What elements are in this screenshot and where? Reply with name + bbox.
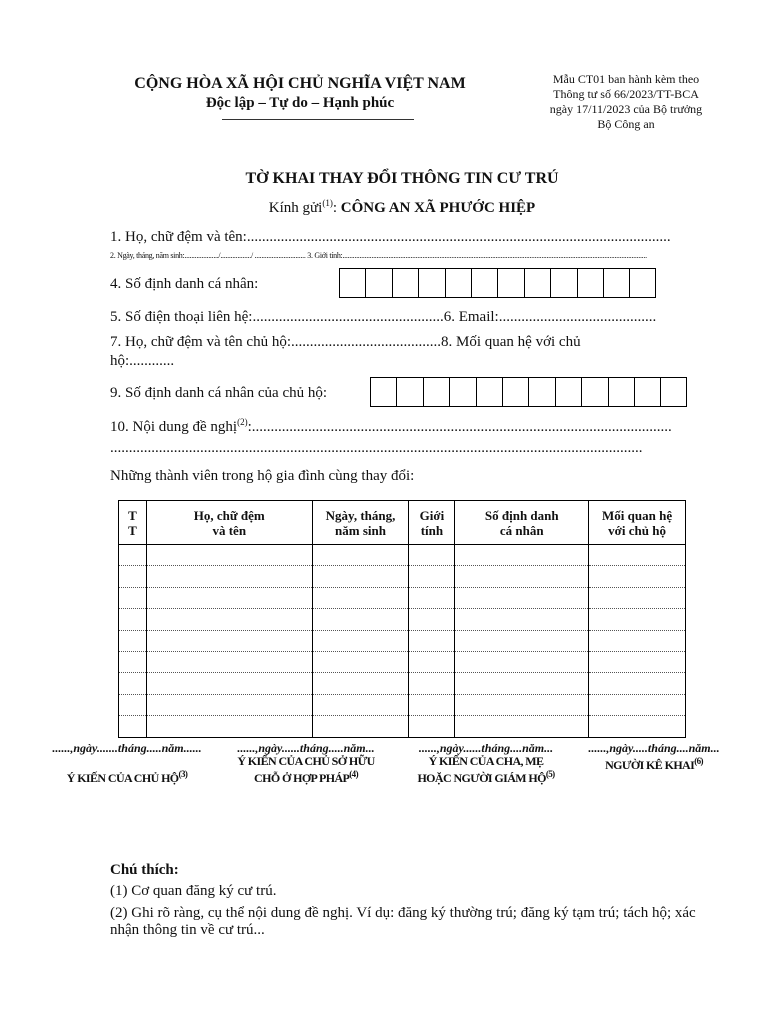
id-digit-box[interactable] (476, 377, 502, 407)
table-cell[interactable] (455, 694, 589, 715)
table-cell[interactable] (312, 694, 409, 715)
signature-block-declarant (570, 742, 738, 772)
field-request-content-line2[interactable]: .............................................................................................................................................. (110, 440, 643, 456)
signature-role: NGƯỜI KÊ KHAI$^{(6)}$ (605, 756, 703, 772)
table-cell[interactable] (119, 673, 147, 694)
request-dots: :................................................................................................................ (247, 419, 672, 435)
table-row (119, 630, 686, 651)
table-cell[interactable] (589, 545, 686, 566)
id-digit-box[interactable] (502, 377, 528, 407)
col-header-id: Số định danh cá nhân (455, 501, 589, 545)
table-cell[interactable] (146, 651, 312, 672)
table-row (119, 566, 686, 587)
table-cell[interactable] (589, 694, 686, 715)
table-cell[interactable] (146, 716, 312, 737)
id-digit-box[interactable] (528, 377, 554, 407)
form-code-line: Bộ Công an (597, 117, 655, 131)
id-digit-box[interactable] (524, 268, 550, 298)
table-cell[interactable] (409, 716, 455, 737)
table-cell[interactable] (312, 651, 409, 672)
table-cell[interactable] (312, 630, 409, 651)
table-cell[interactable] (312, 587, 409, 608)
footnote-marker: (2) (237, 417, 248, 427)
members-table-body (119, 545, 686, 738)
members-caption: Những thành viên trong hộ gia đình cùng thay đổi: (110, 468, 415, 484)
field-birthdate-gender[interactable]: 2. Ngày, tháng, năm sinh:..................../................../ .............................. 3. Giới tính:................................................................................................................................................................................... (110, 251, 647, 260)
table-row (119, 545, 686, 566)
note-item: (1) Cơ quan đăng ký cư trú. (110, 883, 277, 899)
table-cell[interactable] (409, 694, 455, 715)
table-cell[interactable] (409, 630, 455, 651)
form-code-line: ngày 17/11/2023 của Bộ trưởng (549, 102, 703, 116)
members-table (118, 500, 686, 738)
table-cell[interactable] (119, 566, 147, 587)
field-phone-email[interactable]: 5. Số điện thoại liên hệ:...................................................6. Email:.......................................... (110, 309, 657, 325)
col-header-birthdate: Ngày, tháng, năm sinh (312, 501, 409, 545)
table-cell[interactable] (119, 587, 147, 608)
table-cell[interactable] (409, 609, 455, 630)
motto-underline (222, 119, 414, 120)
signature-role: Ý KIẾN CỦA CHỦ HỘ$^{(3)}$ (66, 769, 188, 785)
table-row (119, 609, 686, 630)
id-digit-box[interactable] (550, 268, 576, 298)
signature-role: CHỖ Ở HỢP PHÁP$^{(4)}$ (254, 769, 358, 785)
id-digit-box[interactable] (629, 268, 655, 298)
table-cell[interactable] (409, 566, 455, 587)
form-code-block (536, 72, 716, 132)
table-cell[interactable] (119, 545, 147, 566)
id-digit-box[interactable] (634, 377, 660, 407)
recipient-line (100, 198, 704, 217)
table-cell[interactable] (409, 587, 455, 608)
head-id-boxes[interactable] (370, 377, 687, 407)
signature-role: HOẶC NGƯỜI GIÁM HỘ$^{(5)}$ (417, 769, 555, 785)
table-cell[interactable] (455, 587, 589, 608)
table-cell[interactable] (312, 609, 409, 630)
signature-date[interactable]: ......,ngày.....tháng....năm... (588, 741, 720, 755)
field-personal-id-label: 4. Số định danh cá nhân: (110, 276, 259, 292)
table-cell[interactable] (455, 673, 589, 694)
table-cell[interactable] (119, 694, 147, 715)
id-digit-box[interactable] (445, 268, 471, 298)
id-digit-box[interactable] (370, 377, 396, 407)
table-cell[interactable] (589, 566, 686, 587)
table-cell[interactable] (146, 609, 312, 630)
form-code-line: Mẫu CT01 ban hành kèm theo (552, 72, 700, 86)
recipient-colon: : (332, 200, 341, 216)
recipient-prefix: Kính gửi (268, 200, 323, 216)
field-relationship[interactable]: hộ:............ (110, 353, 175, 369)
table-cell[interactable] (146, 673, 312, 694)
table-cell[interactable] (312, 716, 409, 737)
id-digit-box[interactable] (608, 377, 634, 407)
id-digit-box[interactable] (581, 377, 607, 407)
table-cell[interactable] (455, 545, 589, 566)
recipient-name: CÔNG AN XÃ PHƯỚC HIỆP (340, 200, 536, 216)
table-cell[interactable] (146, 545, 312, 566)
table-cell[interactable] (455, 566, 589, 587)
table-cell[interactable] (146, 630, 312, 651)
table-cell[interactable] (589, 673, 686, 694)
table-cell[interactable] (455, 651, 589, 672)
field-full-name[interactable]: 1. Họ, chữ đệm và tên:................................................................................................................. (110, 229, 671, 245)
request-label: 10. Nội dung đề nghị (110, 419, 238, 435)
id-digit-box[interactable] (392, 268, 418, 298)
id-digit-box[interactable] (660, 377, 686, 407)
signature-date[interactable]: ......,ngày......tháng....năm... (418, 741, 554, 755)
signature-role: Ý KIẾN CỦA CHỦ SỞ HỮU (237, 754, 375, 768)
table-cell[interactable] (119, 716, 147, 737)
table-cell[interactable] (455, 630, 589, 651)
id-digit-box[interactable] (365, 268, 391, 298)
table-header-row (119, 501, 686, 545)
note-item: (2) Ghi rõ ràng, cụ thể nội dung đề nghị. Ví dụ: đăng ký thường trú; đăng ký tạm trú; tách hộ; xác nhận thông tin về cư trú... (110, 905, 696, 938)
table-cell[interactable] (146, 566, 312, 587)
col-header-gender: Giới tính (409, 501, 455, 545)
col-header-relationship: Mối quan hệ với chủ hộ (589, 501, 686, 545)
notes-title: Chú thích: (110, 862, 179, 878)
table-row (119, 716, 686, 737)
field-head-id-label: 9. Số định danh cá nhân của chủ hộ: (110, 385, 328, 401)
table-cell[interactable] (119, 630, 147, 651)
id-digit-box[interactable] (497, 268, 523, 298)
personal-id-boxes[interactable] (339, 268, 656, 298)
table-cell[interactable] (455, 609, 589, 630)
field-household-head[interactable]: 7. Họ, chữ đệm và tên chủ hộ:........................................8. Mối quan hệ với chủ (110, 334, 581, 350)
id-digit-box[interactable] (555, 377, 581, 407)
id-digit-box[interactable] (418, 268, 444, 298)
table-cell[interactable] (455, 716, 589, 737)
id-digit-box[interactable] (449, 377, 475, 407)
table-row (119, 651, 686, 672)
table-row (119, 694, 686, 715)
signature-role: Ý KIẾN CỦA CHA, MẸ (428, 754, 544, 768)
id-digit-box[interactable] (603, 268, 629, 298)
table-cell[interactable] (589, 609, 686, 630)
table-row (119, 673, 686, 694)
footnote-marker: (1) (322, 198, 333, 208)
table-cell[interactable] (312, 673, 409, 694)
table-row (119, 587, 686, 608)
table-cell[interactable] (409, 673, 455, 694)
table-cell[interactable] (146, 587, 312, 608)
table-cell[interactable] (409, 545, 455, 566)
id-digit-box[interactable] (577, 268, 603, 298)
form-code-line: Thông tư số 66/2023/TT-BCA (553, 87, 699, 101)
col-header-order: T T (119, 501, 147, 545)
table-cell[interactable] (312, 545, 409, 566)
signature-block-owner (216, 742, 396, 785)
id-digit-box[interactable] (423, 377, 449, 407)
nation-heading: CỘNG HÒA XÃ HỘI CHỦ NGHĨA VIỆT NAM (134, 75, 466, 92)
table-cell[interactable] (589, 630, 686, 651)
signature-date[interactable]: ......,ngày......tháng.....năm... (237, 741, 375, 755)
table-cell[interactable] (119, 651, 147, 672)
table-cell[interactable] (146, 694, 312, 715)
id-digit-box[interactable] (339, 268, 365, 298)
signature-block-household-head (38, 742, 216, 785)
col-header-name: Họ, chữ đệm và tên (146, 501, 312, 545)
table-cell[interactable] (589, 716, 686, 737)
document-title: TỜ KHAI THAY ĐỔI THÔNG TIN CƯ TRÚ (245, 170, 559, 187)
id-digit-box[interactable] (471, 268, 497, 298)
signature-block-guardian (396, 742, 576, 785)
motto: Độc lập – Tự do – Hạnh phúc (205, 95, 395, 111)
table-cell[interactable] (589, 651, 686, 672)
id-digit-box[interactable] (396, 377, 422, 407)
table-cell[interactable] (409, 651, 455, 672)
table-cell[interactable] (312, 566, 409, 587)
field-request-content[interactable] (110, 413, 696, 437)
table-cell[interactable] (119, 609, 147, 630)
table-cell[interactable] (589, 587, 686, 608)
signature-date[interactable]: ......,ngày.......tháng.....năm...... (52, 741, 202, 755)
